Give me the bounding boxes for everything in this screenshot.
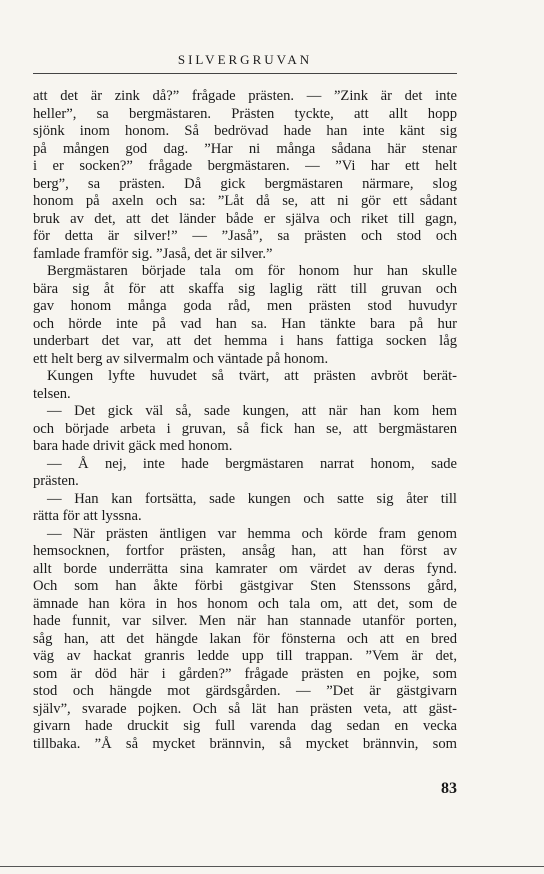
text-line: telsen. xyxy=(33,385,71,402)
text-line: givarn hade druckit sig full varenda dag sedan en vecka xyxy=(33,718,457,734)
text-line: såg han, att det hängde lakan för fönsterna och att en bred xyxy=(33,630,457,647)
text-line: hade funnit, var silver. Men när han stannade utanför porten, xyxy=(33,613,457,629)
text-line: underbart det var, att det hemma i hans fattiga socken låg xyxy=(33,333,457,349)
body-text xyxy=(33,88,457,753)
text-line: — Å nej, inte hade bergmästaren narrat honom, sade xyxy=(47,455,457,472)
text-line: Bergmästaren började tala om för honom hur han skulle xyxy=(47,263,457,279)
text-line: själv”, svarade pojken. Och så lät han prästen veta, att gäst- xyxy=(33,700,457,717)
text-line: honom på axeln och sa: ”Låt då se, att ni gör ett sådant xyxy=(33,193,457,209)
text-line: bruk av det, att det länder både er själva och riket till gagn, xyxy=(33,210,457,227)
text-line: allt borde underrätta sina kamrater om värdet av deras fynd. xyxy=(33,560,457,577)
text-line: och började arbeta i gruvan, så fick han se, att bergmästaren xyxy=(33,420,457,437)
text-line: — Han kan fortsätta, sade kungen och satte sig åter till xyxy=(47,490,457,507)
text-line: på mången god dag. ”Har ni många sådana här stenar xyxy=(33,140,457,157)
text-line: i er socken?” frågade bergmästaren. — ”Vi har ett helt xyxy=(33,158,457,174)
text-line: väg av hackat granris ledde upp till trappan. ”Vem är det, xyxy=(33,648,457,664)
text-line: och hörde inte på vad han sa. Han tänkte bara på hur xyxy=(33,315,457,332)
header-rule xyxy=(33,73,457,74)
text-line: Och som han åkte förbi gästgivar Sten Stenssons gård, xyxy=(33,578,457,594)
bottom-edge-rule xyxy=(0,866,544,867)
text-line: tillbaka. ”Å så mycket brännvin, så mycket brännvin, som xyxy=(33,735,457,752)
text-line: som är död här i gården?” frågade prästen en pojke, som xyxy=(33,665,457,682)
text-line: ämnade han köra in hos honom och tala om, att det, som de xyxy=(33,595,457,612)
text-line: rätta för att lyssna. xyxy=(33,508,142,524)
text-line: stod och hängde mot gärdsgården. — ”Det är gästgivarn xyxy=(33,683,457,699)
page-number: 83 xyxy=(441,780,457,797)
text-line: — Det gick väl så, sade kungen, att när han kom hem xyxy=(47,403,457,419)
text-line: heller”, sa bergmästaren. Prästen tyckte, att allt hopp xyxy=(33,105,457,122)
text-line: bära sig åt för att skaffa sig laglig rätt till gruvan och xyxy=(33,280,457,297)
text-line: gav honom många goda råd, men prästen stod huvudyr xyxy=(33,298,457,314)
text-line: sjönk inom honom. Så bedrövad hade han inte känt sig xyxy=(33,123,457,139)
text-line: Kungen lyfte huvudet så tvärt, att prästen avbröt berät- xyxy=(47,368,457,384)
text-line: hemsocknen, fortfor prästen, ansåg han, att han först av xyxy=(33,543,457,559)
text-line: att det är zink då?” frågade prästen. — ”Zink är det inte xyxy=(33,88,457,104)
running-header: SILVERGRUVAN xyxy=(177,52,313,67)
text-line: för detta är silver!” — ”Jaså”, sa prästen och stod och xyxy=(33,228,457,244)
text-line: berg”, sa prästen. Då gick bergmästaren närmare, slog xyxy=(33,175,457,192)
text-line: prästen. xyxy=(33,473,79,489)
text-line: bara hade drivit gäck med honom. xyxy=(33,438,233,454)
text-line: ett helt berg av silvermalm och väntade på honom. xyxy=(33,350,329,367)
text-line: — När prästen äntligen var hemma och körde fram genom xyxy=(47,525,457,542)
text-line: famlade framför sig. ”Jaså, det är silver.” xyxy=(33,245,273,262)
